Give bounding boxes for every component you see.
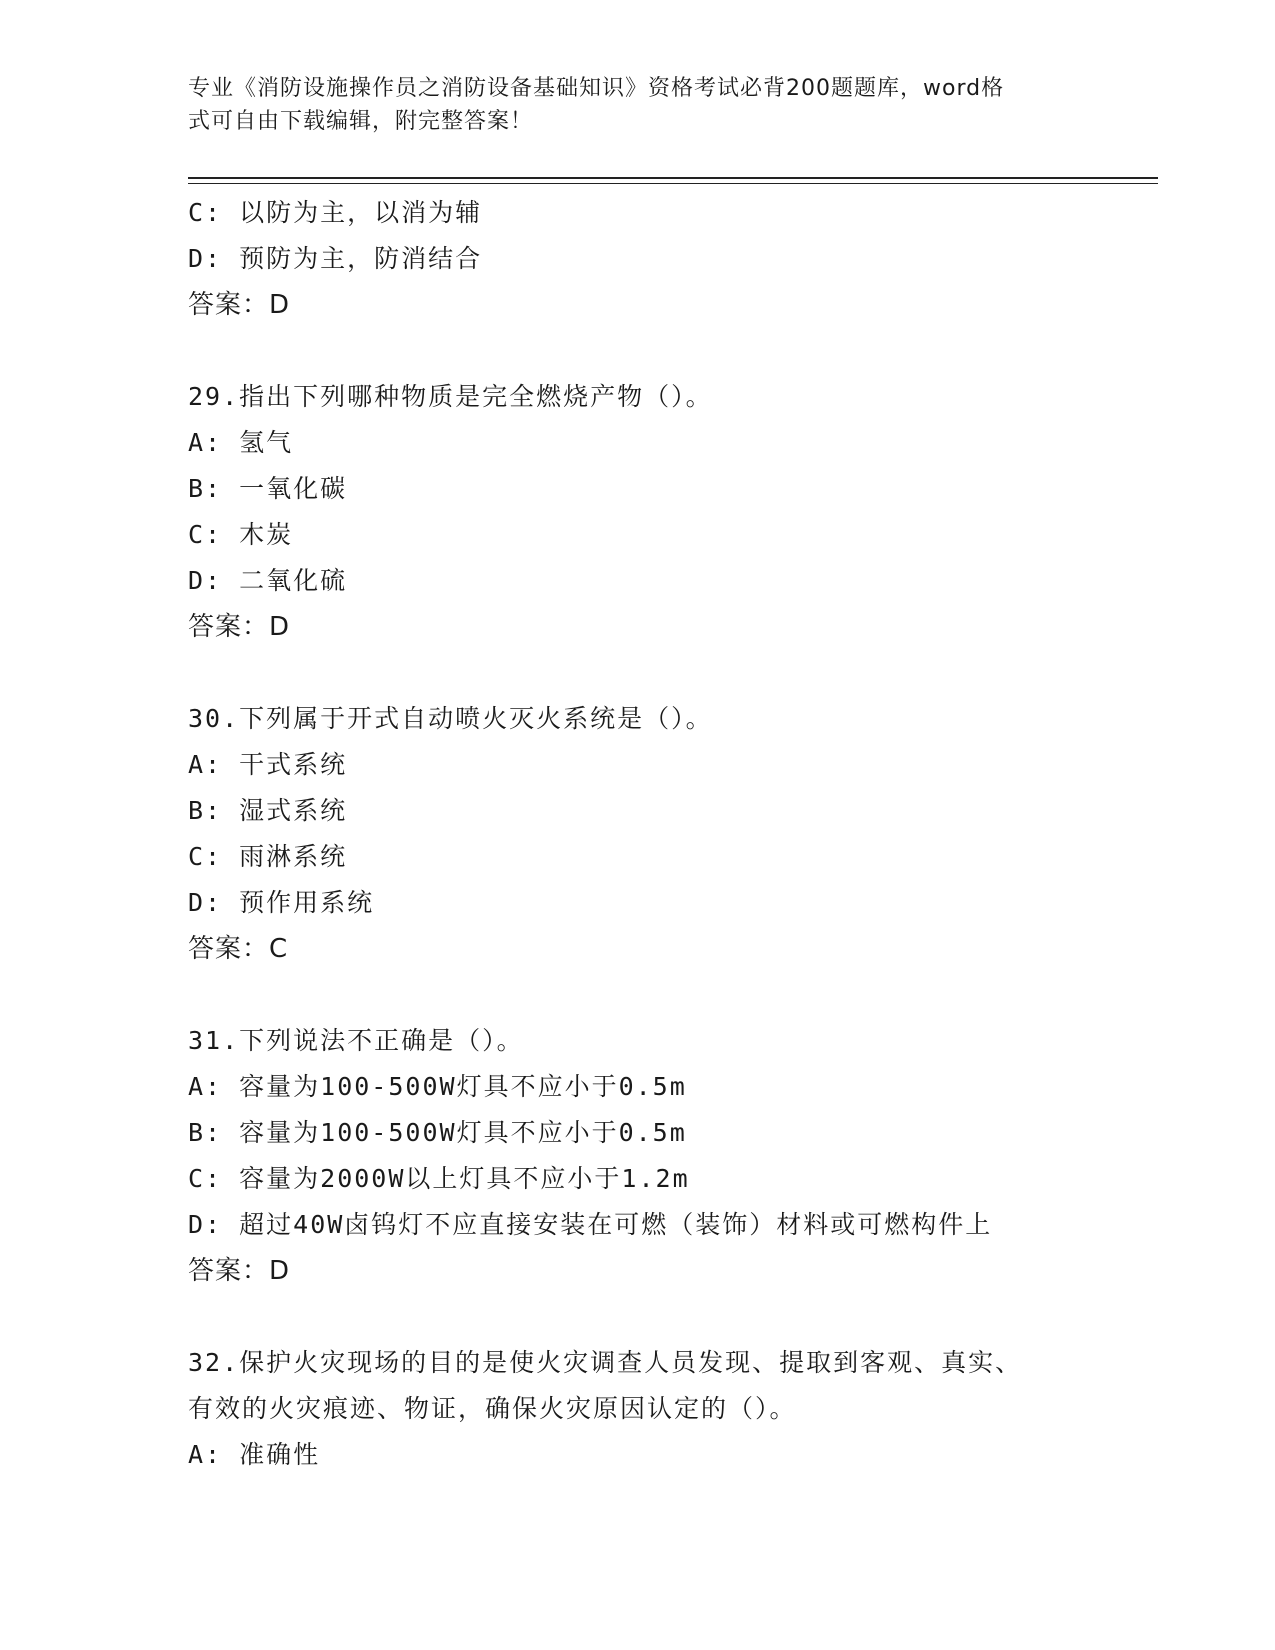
header-rule-thick <box>188 177 1158 179</box>
option-d: D: 预防为主，防消结合 <box>188 244 483 273</box>
option-d: D: 预作用系统 <box>188 888 375 917</box>
option-b: B: 容量为100-500W灯具不应小于0.5m <box>188 1118 687 1147</box>
question-content <box>188 190 1168 1478</box>
option-c: C: 雨淋系统 <box>188 842 348 871</box>
header-rule-thin <box>188 183 1158 184</box>
option-c: C: 容量为2000W以上灯具不应小于1.2m <box>188 1164 690 1193</box>
question-31: 31.下列说法不正确是（）。 <box>188 1026 524 1055</box>
option-a: A: 干式系统 <box>188 750 348 779</box>
header-line-2: 式可自由下载编辑，附完整答案！ <box>188 109 534 134</box>
document-header <box>188 72 1088 138</box>
option-a: A: 准确性 <box>188 1440 321 1469</box>
option-a: A: 氢气 <box>188 428 294 457</box>
question-32-line-2: 有效的火灾痕迹、物证，确保火灾原因认定的（）。 <box>188 1394 797 1423</box>
option-c: C: 木炭 <box>188 520 294 549</box>
option-c: C: 以防为主，以消为辅 <box>188 198 483 227</box>
question-32-line-1: 32.保护火灾现场的目的是使火灾调查人员发现、提取到客观、真实、 <box>188 1348 1023 1377</box>
answer-line: 答案：D <box>188 1256 291 1286</box>
answer-line: 答案：D <box>188 612 291 642</box>
option-d: D: 超过40W卤钨灯不应直接安装在可燃（装饰）材料或可燃构件上 <box>188 1210 993 1239</box>
option-d: D: 二氧化硫 <box>188 566 348 595</box>
answer-line: 答案：D <box>188 290 291 320</box>
option-b: B: 一氧化碳 <box>188 474 348 503</box>
header-line-1: 专业《消防设施操作员之消防设备基础知识》资格考试必背200题题库，word格 <box>188 76 1005 101</box>
question-30: 30.下列属于开式自动喷火灭火系统是（）。 <box>188 704 713 733</box>
question-29: 29.指出下列哪种物质是完全燃烧产物（）。 <box>188 382 713 411</box>
option-b: B: 湿式系统 <box>188 796 348 825</box>
option-a: A: 容量为100-500W灯具不应小于0.5m <box>188 1072 687 1101</box>
answer-line: 答案：C <box>188 934 289 964</box>
